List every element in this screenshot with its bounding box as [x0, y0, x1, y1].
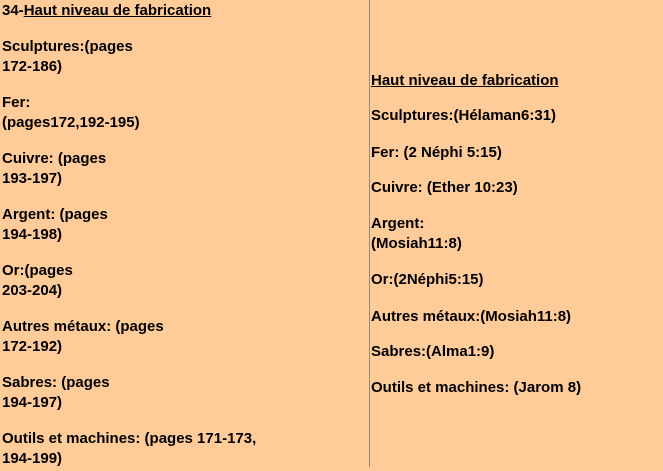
left-item-cuivre-pages: 193-197)	[2, 170, 63, 187]
left-heading-number: 34-	[2, 2, 24, 19]
right-item-sculptures: Sculptures:(Hélaman6:31)	[371, 107, 557, 124]
column-divider	[369, 0, 370, 467]
right-item-argent-label: Argent:	[371, 215, 425, 232]
right-item-outils: Outils et machines: (Jarom 8)	[371, 379, 582, 396]
left-item-sabres-pages: 194-197)	[2, 394, 63, 411]
right-item-autres-metaux: Autres métaux:(Mosiah11:8)	[371, 308, 572, 325]
right-item-or: Or:(2Néphi5:15)	[371, 271, 484, 288]
left-item-outils-pages: 194-199)	[2, 450, 63, 467]
right-item-argent-ref: (Mosiah11:8)	[371, 235, 462, 252]
right-item-sabres: Sabres:(Alma1:9)	[371, 343, 495, 360]
left-item-sculptures-label: Sculptures:(pages	[2, 38, 133, 55]
left-item-or-label: Or:(pages	[2, 262, 73, 279]
left-item-argent-pages: 194-198)	[2, 226, 63, 243]
left-item-sabres-label: Sabres: (pages	[2, 374, 110, 391]
left-item-outils-label: Outils et machines: (pages 171-173,	[2, 430, 257, 447]
left-heading-title: Haut niveau de fabrication	[23, 2, 212, 19]
left-item-argent-label: Argent: (pages	[2, 206, 108, 223]
left-item-sculptures-pages: 172-186)	[2, 58, 63, 75]
left-item-fer-label: Fer:	[2, 94, 31, 111]
left-item-autres-metaux-label: Autres métaux: (pages	[2, 318, 164, 335]
right-item-fer: Fer: (2 Néphi 5:15)	[371, 144, 502, 161]
left-item-cuivre-label: Cuivre: (pages	[2, 150, 107, 167]
right-item-cuivre: Cuivre: (Ether 10:23)	[371, 179, 518, 196]
left-item-or-pages: 203-204)	[2, 282, 63, 299]
left-heading	[2, 1, 211, 21]
left-item-autres-metaux-pages: 172-192)	[2, 338, 63, 355]
left-item-fer-pages: (pages172,192-195)	[2, 114, 140, 131]
right-heading-title: Haut niveau de fabrication	[371, 72, 559, 89]
